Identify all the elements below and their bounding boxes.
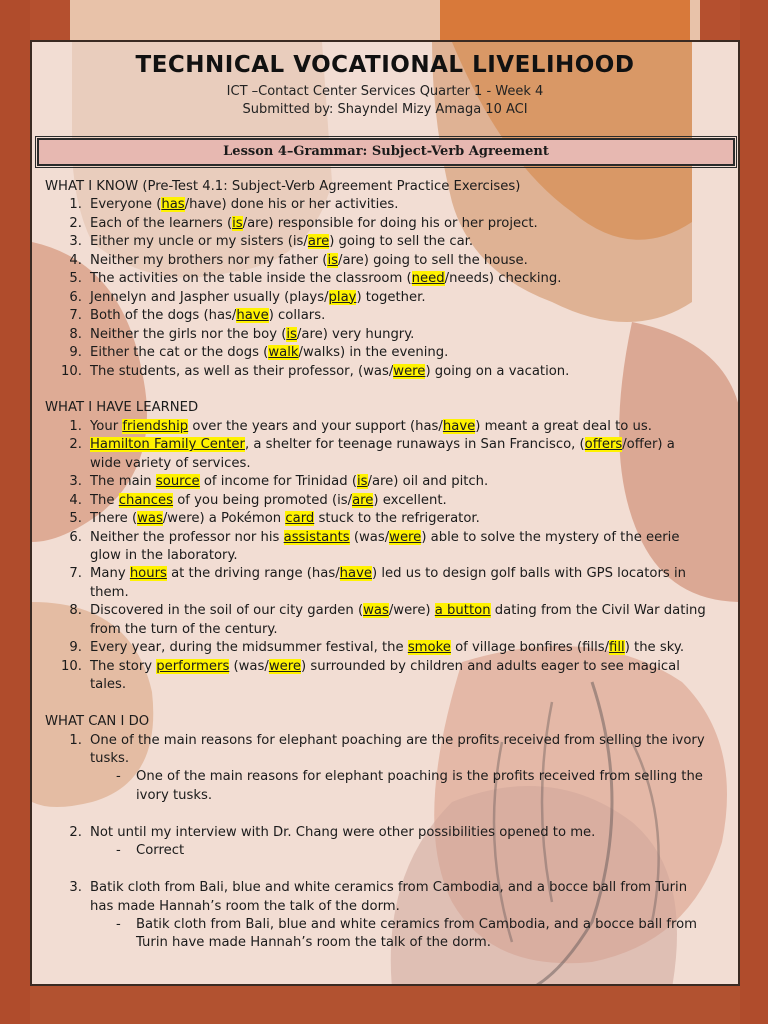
highlighted-answer: play bbox=[328, 289, 357, 305]
text-segment: , a shelter for teenage runaways in San Francisco, ( bbox=[244, 437, 585, 453]
text-segment: them. bbox=[90, 584, 129, 600]
text-segment: ) able to solve the mystery of the eerie bbox=[421, 529, 680, 545]
highlighted-answer: Hamilton Family Center bbox=[90, 437, 245, 453]
highlighted-answer: has bbox=[161, 197, 185, 213]
text-segment: /have) done his or her activities. bbox=[184, 197, 399, 213]
lesson-banner: Lesson 4–Grammar: Subject-Verb Agreement bbox=[37, 138, 735, 166]
highlighted-answer: card bbox=[285, 511, 315, 527]
text-segment: Jennelyn and Jaspher usually (plays/ bbox=[90, 289, 329, 305]
learned-item bbox=[90, 473, 488, 491]
highlighted-answer: need bbox=[411, 271, 445, 287]
text-segment: /are) responsible for doing his or her project. bbox=[242, 215, 538, 231]
text-segment: ) together. bbox=[356, 289, 426, 305]
submitted-by: Submitted by: Shayndel Mizy Amaga 10 ACI bbox=[242, 102, 528, 117]
text-segment: /walks) in the evening. bbox=[298, 345, 449, 361]
text-segment: The main bbox=[90, 474, 156, 490]
text-segment: over the years and your support (has/ bbox=[188, 418, 443, 434]
highlighted-answer: are bbox=[307, 234, 330, 250]
text-segment: ) excellent. bbox=[373, 492, 447, 508]
can-do-answer: Turin have made Hannah’s room the talk of the dorm. bbox=[136, 935, 491, 951]
section-heading-know: WHAT I KNOW (Pre-Test 4.1: Subject-Verb Agreement Practice Exercises) bbox=[45, 179, 521, 194]
learned-item bbox=[90, 639, 684, 657]
list-number: 4. bbox=[69, 252, 82, 268]
learned-item bbox=[90, 547, 238, 565]
learned-item bbox=[90, 436, 675, 454]
text-segment: Neither the girls nor the boy ( bbox=[90, 326, 287, 342]
learned-item bbox=[90, 529, 679, 547]
text-segment: Both of the dogs (has/ bbox=[90, 308, 237, 324]
highlighted-answer: a button bbox=[434, 603, 491, 619]
highlighted-answer: is bbox=[356, 474, 368, 490]
highlighted-answer: are bbox=[352, 492, 374, 508]
pretest-item bbox=[90, 363, 569, 381]
text-segment: /were) a Pokémon bbox=[162, 511, 286, 527]
text-segment: ) meant a great deal to us. bbox=[475, 418, 652, 434]
highlighted-answer: have bbox=[339, 566, 373, 582]
text-segment: Every year, during the midsummer festival, the bbox=[90, 640, 408, 656]
list-number: 9. bbox=[69, 640, 82, 656]
text-segment: of village bonfires (fills/ bbox=[450, 640, 610, 656]
text-segment: Everyone ( bbox=[90, 197, 162, 213]
can-do-item: has made Hannah’s room the talk of the dorm. bbox=[90, 898, 400, 914]
highlighted-answer: assistants bbox=[283, 529, 350, 545]
text-segment: of you being promoted (is/ bbox=[173, 492, 353, 508]
list-number: 6. bbox=[69, 289, 82, 305]
highlighted-answer: offers bbox=[584, 437, 623, 453]
can-do-item: One of the main reasons for elephant poaching are the profits received from selling the ivory bbox=[90, 732, 705, 748]
highlighted-answer: hours bbox=[129, 566, 167, 582]
text-segment: Either the cat or the dogs ( bbox=[90, 345, 269, 361]
highlighted-answer: walk bbox=[268, 345, 299, 361]
list-number: 2. bbox=[69, 824, 82, 840]
list-number: 3. bbox=[69, 474, 82, 490]
text-segment: Either my uncle or my sisters (is/ bbox=[90, 234, 308, 250]
highlighted-answer: chances bbox=[118, 492, 174, 508]
learned-item bbox=[90, 602, 706, 620]
highlighted-answer: source bbox=[155, 474, 200, 490]
list-number: 5. bbox=[69, 271, 82, 287]
pretest-item bbox=[90, 344, 448, 362]
learned-item bbox=[90, 510, 480, 528]
document-subtitle: ICT –Contact Center Services Quarter 1 - Week 4 bbox=[226, 84, 544, 99]
text-segment: /are) oil and pitch. bbox=[367, 474, 489, 490]
text-segment: glow in the laboratory. bbox=[90, 548, 238, 563]
answer-dash: - bbox=[116, 843, 121, 859]
pretest-item bbox=[90, 289, 426, 307]
highlighted-answer: was bbox=[137, 511, 163, 527]
text-segment: at the driving range (has/ bbox=[166, 566, 340, 582]
can-do-item: tusks. bbox=[90, 750, 130, 766]
highlighted-answer: friendship bbox=[122, 418, 189, 434]
learned-item bbox=[90, 492, 447, 510]
list-number: 3. bbox=[69, 880, 82, 896]
highlighted-answer: fill bbox=[609, 640, 625, 656]
list-number: 2. bbox=[69, 437, 82, 453]
text-segment: tales. bbox=[90, 677, 127, 693]
can-do-answer: One of the main reasons for elephant poaching is the profits received from selling the bbox=[136, 769, 703, 785]
text-segment: ) surrounded by children and adults eager to see magical bbox=[301, 658, 680, 674]
list-number: 10. bbox=[61, 658, 82, 674]
text-segment: Many bbox=[90, 566, 130, 582]
answer-dash: - bbox=[116, 769, 121, 785]
learned-item bbox=[90, 418, 652, 436]
text-segment: Neither my brothers nor my father ( bbox=[90, 252, 328, 268]
text-segment: The story bbox=[90, 658, 157, 674]
text-segment: /are) very hungry. bbox=[296, 326, 415, 342]
text-segment: (was/ bbox=[349, 529, 390, 545]
text-segment: ) the sky. bbox=[624, 640, 685, 656]
pretest-item bbox=[90, 252, 528, 270]
document-title: TECHNICAL VOCATIONAL LIVELIHOOD bbox=[135, 52, 635, 78]
document-content bbox=[32, 42, 738, 984]
can-do-answer: Batik cloth from Bali, blue and white ceramics from Cambodia, and a bocce ball from bbox=[136, 917, 698, 932]
pretest-item bbox=[90, 196, 398, 214]
list-number: 9. bbox=[69, 345, 82, 361]
list-number: 7. bbox=[69, 308, 82, 324]
can-do-answer: Correct bbox=[136, 843, 185, 859]
list-number: 10. bbox=[61, 363, 82, 379]
can-do-answer: ivory tusks. bbox=[136, 787, 213, 803]
list-number: 6. bbox=[69, 529, 82, 545]
pretest-item bbox=[90, 215, 538, 233]
text-segment: The students, as well as their professor, (was/ bbox=[90, 363, 394, 379]
list-number: 4. bbox=[69, 492, 82, 508]
list-number: 1. bbox=[69, 418, 82, 434]
highlighted-answer: were bbox=[389, 529, 422, 545]
highlighted-answer: were bbox=[393, 363, 426, 379]
text-segment: of income for Trinidad ( bbox=[199, 474, 357, 490]
text-segment: ) collars. bbox=[268, 308, 326, 324]
highlighted-answer: is bbox=[327, 252, 338, 268]
text-segment: ) led us to design golf balls with GPS locators in bbox=[372, 566, 686, 582]
learned-item bbox=[90, 455, 251, 473]
text-segment: ) going to sell the car. bbox=[329, 234, 474, 250]
can-do-item: Batik cloth from Bali, blue and white ceramics from Cambodia, and a bocce ball from Turin bbox=[90, 880, 688, 896]
highlighted-answer: is bbox=[286, 326, 297, 342]
section-heading-can-do: WHAT CAN I DO bbox=[45, 714, 150, 730]
text-segment: ) going on a vacation. bbox=[425, 363, 570, 379]
text-segment: /are) going to sell the house. bbox=[338, 252, 528, 268]
highlighted-answer: have bbox=[236, 308, 269, 324]
list-number: 8. bbox=[69, 603, 82, 619]
pretest-item bbox=[90, 326, 414, 344]
highlighted-answer: was bbox=[363, 603, 389, 619]
pretest-item bbox=[90, 233, 473, 251]
document-sheet bbox=[30, 40, 740, 986]
answer-dash: - bbox=[116, 917, 121, 932]
learned-item bbox=[90, 658, 680, 676]
pretest-item bbox=[90, 307, 325, 325]
text-segment: /offer) a bbox=[622, 437, 675, 453]
pretest-item bbox=[90, 270, 561, 288]
learned-item bbox=[90, 621, 278, 639]
learned-item bbox=[90, 584, 129, 602]
list-number: 3. bbox=[69, 234, 82, 250]
text-segment: from the turn of the century. bbox=[90, 621, 278, 637]
highlighted-answer: performers bbox=[156, 658, 230, 674]
text-segment: /needs) checking. bbox=[444, 271, 562, 287]
text-segment: Discovered in the soil of our city garden ( bbox=[90, 603, 364, 619]
section-heading-learned: WHAT I HAVE LEARNED bbox=[45, 400, 199, 416]
text-segment: The activities on the table inside the classroom ( bbox=[90, 271, 412, 287]
text-segment: stuck to the refrigerator. bbox=[314, 511, 480, 527]
list-number: 5. bbox=[69, 511, 82, 527]
highlighted-answer: were bbox=[268, 658, 301, 674]
text-segment: Each of the learners ( bbox=[90, 215, 233, 231]
learned-item bbox=[90, 565, 686, 583]
text-segment: There ( bbox=[90, 511, 138, 527]
text-segment: (was/ bbox=[229, 658, 269, 674]
highlighted-answer: smoke bbox=[407, 640, 451, 656]
list-number: 1. bbox=[69, 197, 82, 213]
text-segment: dating from the Civil War dating bbox=[490, 603, 706, 619]
list-number: 1. bbox=[69, 732, 82, 748]
list-number: 2. bbox=[69, 215, 82, 231]
text-segment: /were) bbox=[388, 603, 435, 619]
text-segment: wide variety of services. bbox=[90, 455, 251, 471]
learned-item bbox=[90, 676, 126, 694]
list-number: 8. bbox=[69, 326, 82, 342]
text-segment: Your bbox=[90, 418, 123, 434]
text-segment: The bbox=[90, 492, 119, 508]
can-do-item: Not until my interview with Dr. Chang were other possibilities opened to me. bbox=[90, 824, 596, 840]
text-segment: Neither the professor nor his bbox=[90, 529, 284, 545]
highlighted-answer: have bbox=[442, 418, 476, 434]
list-number: 7. bbox=[69, 566, 82, 582]
highlighted-answer: is bbox=[232, 215, 243, 231]
